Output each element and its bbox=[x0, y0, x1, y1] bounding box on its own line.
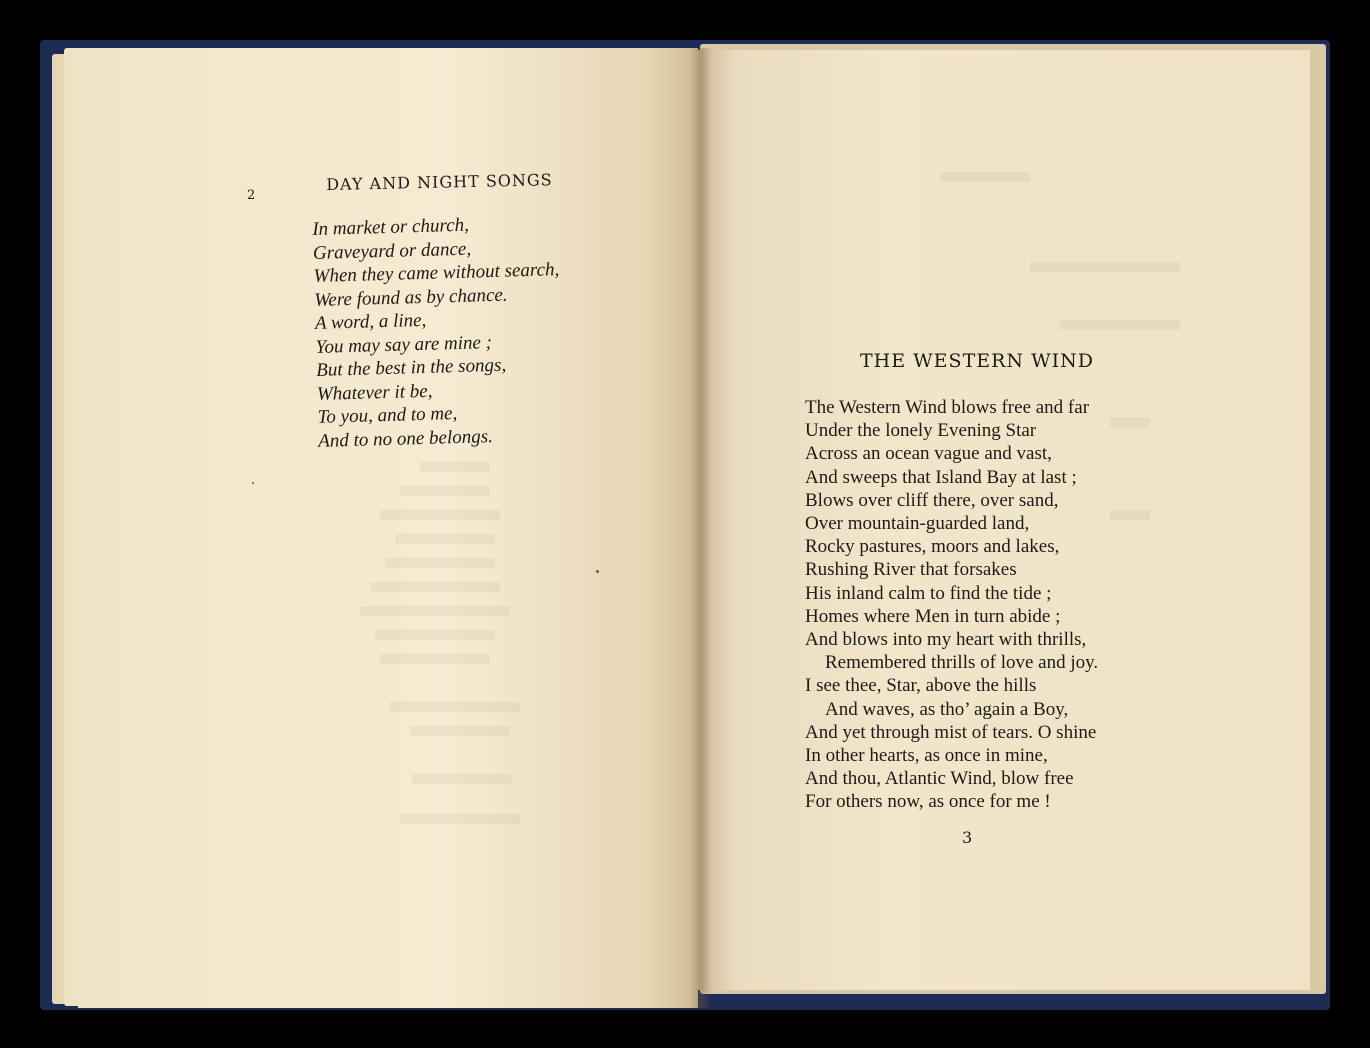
show-through-mark bbox=[380, 654, 490, 664]
poem-line: The Western Wind blows free and far bbox=[805, 397, 1090, 418]
show-through-mark bbox=[1110, 418, 1150, 428]
poem-line: Rocky pastures, moors and lakes, bbox=[805, 536, 1060, 558]
right-page-number: 3 bbox=[962, 828, 973, 847]
poem-line: And to no one belongs. bbox=[317, 425, 494, 452]
book-gutter bbox=[690, 48, 712, 1008]
show-through-mark bbox=[380, 510, 500, 520]
paper-speck bbox=[596, 570, 599, 573]
poem-title: THE WESTERN WIND bbox=[860, 350, 1094, 372]
poem-line: Across an ocean vague and vast, bbox=[805, 443, 1052, 465]
poem-line: And yet through mist of tears. O shine bbox=[805, 721, 1097, 743]
show-through-mark bbox=[412, 774, 512, 784]
right-poem bbox=[805, 396, 1098, 814]
poem-line: His inland calm to find the tide ; bbox=[805, 582, 1052, 604]
show-through-mark bbox=[420, 462, 490, 472]
poem-line: For others now, as once for me ! bbox=[805, 791, 1051, 813]
show-through-mark bbox=[1110, 510, 1150, 520]
show-through-mark bbox=[375, 630, 495, 640]
left-page-number: 2 bbox=[247, 188, 256, 203]
poem-line: And thou, Atlantic Wind, blow free bbox=[805, 768, 1074, 790]
poem-line: In market or church, bbox=[312, 214, 470, 240]
poem-line: A word, a line, bbox=[314, 309, 427, 334]
show-through-mark bbox=[940, 172, 1030, 182]
poem-line: Homes where Men in turn abide ; bbox=[805, 605, 1061, 627]
poem-line: Rushing River that forsakes bbox=[805, 559, 1017, 581]
poem-line: You may say are mine ; bbox=[315, 331, 493, 358]
running-head: DAY AND NIGHT SONGS bbox=[326, 170, 553, 194]
poem-line: In other hearts, as once in mine, bbox=[805, 745, 1048, 767]
left-poem bbox=[312, 211, 564, 453]
poem-line: I see thee, Star, above the hills bbox=[805, 675, 1037, 697]
show-through-mark bbox=[400, 814, 520, 824]
show-through-mark bbox=[400, 486, 490, 496]
poem-line: When they came without search, bbox=[313, 259, 560, 287]
poem-line: Were found as by chance. bbox=[313, 284, 508, 311]
show-through-mark bbox=[370, 582, 500, 592]
poem-line: And blows into my heart with thrills, bbox=[805, 629, 1087, 651]
show-through-mark bbox=[395, 534, 495, 544]
poem-line: Blows over cliff there, over sand, bbox=[805, 489, 1059, 511]
poem-line: Under the lonely Evening Star bbox=[805, 420, 1037, 442]
poem-line: And sweeps that Island Bay at last ; bbox=[805, 466, 1077, 488]
poem-line: Whatever it be, bbox=[316, 380, 433, 405]
poem-line: But the best in the songs, bbox=[315, 354, 507, 381]
show-through-mark bbox=[385, 558, 495, 568]
paper-speck bbox=[252, 482, 254, 484]
show-through-mark bbox=[390, 702, 520, 712]
poem-line: Graveyard or dance, bbox=[312, 238, 472, 264]
show-through-mark bbox=[1030, 262, 1180, 272]
poem-line: Over mountain-guarded land, bbox=[805, 513, 1030, 535]
poem-line: And waves, as tho’ again a Boy, bbox=[825, 698, 1069, 720]
show-through-mark bbox=[360, 606, 510, 616]
show-through-mark bbox=[1060, 320, 1180, 330]
show-through-mark bbox=[410, 726, 510, 736]
poem-line: Remembered thrills of love and joy. bbox=[825, 652, 1099, 674]
poem-line: To you, and to me, bbox=[317, 403, 458, 428]
